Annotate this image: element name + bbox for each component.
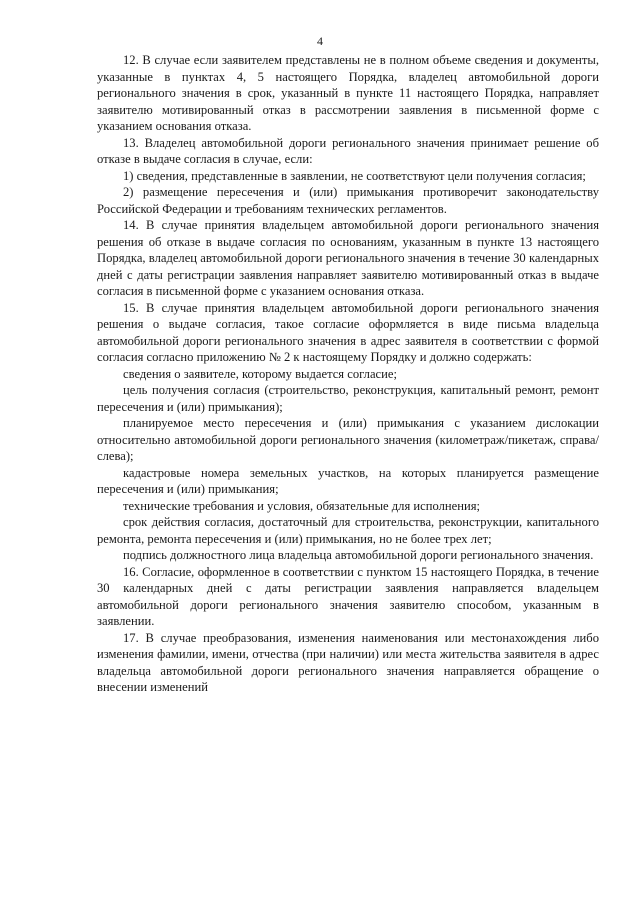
paragraph-15-item-requirements: технические требования и условия, обязательные для исполнения;	[123, 498, 480, 513]
paragraph-15-item-location: планируемое место пересечения и (или) примыкания с указанием дислокации относительно автомобильной дороги регионального значения (километраж/пикетаж, справа/слева);	[97, 416, 599, 463]
paragraph-14: 14. В случае принятия владельцем автомобильной дороги регионального значения решения об отказе в выдаче согласия по основаниям, указанным в пункте 13 настоящего Порядка, владелец автомобильной дороги регионального значения в течение 30 календарных дней с даты регистрации заявления направляет заявителю мотивированный отказ в выдаче согласия в письменной форме с указанием основания отказа.	[97, 218, 599, 298]
paragraph-13-item-1: 1) сведения, представленные в заявлении, не соответствуют цели получения согласия;	[123, 168, 586, 183]
paragraph-15-item-purpose: цель получения согласия (строительство, реконструкция, капитальный ремонт, ремонт пересечения и (или) примыкания);	[97, 383, 599, 414]
paragraph-15: 15. В случае принятия владельцем автомобильной дороги регионального значения решения о выдаче согласия, такое согласие оформляется в виде письма владельца автомобильной дороги регионального значения в адрес заявителя в соответствии с формой согласия согласно приложению № 2 к настоящему Порядку и должно содержать:	[97, 300, 599, 364]
document-body	[97, 52, 599, 696]
paragraph-13-item-2: 2) размещение пересечения и (или) примыкания противоречит законодательству Российской Федерации и требованиям технических регламентов.	[97, 185, 599, 216]
paragraph-15-item-term: срок действия согласия, достаточный для строительства, реконструкции, капитального ремонта, ремонта пересечения и (или) примыкания, но не более трех лет;	[97, 515, 599, 546]
paragraph-15-item-applicant: сведения о заявителе, которому выдается согласие;	[123, 366, 397, 381]
paragraph-17: 17. В случае преобразования, изменения наименования или местонахождения либо изменения фамилии, имени, отчества (при наличии) или места жительства заявителя в адрес владельца автомобильной дороги регионального значения направляется обращение о внесении изменений	[97, 630, 599, 694]
paragraph-13: 13. Владелец автомобильной дороги регионального значения принимает решение об отказе в выдаче согласия в случае, если:	[97, 135, 599, 166]
paragraph-15-item-cadastral: кадастровые номера земельных участков, на которых планируется размещение пересечения и (или) примыкания;	[97, 465, 599, 496]
paragraph-15-item-signature: подпись должностного лица владельца автомобильной дороги регионального значения.	[123, 548, 594, 562]
paragraph-16: 16. Согласие, оформленное в соответствии с пунктом 15 настоящего Порядка, в течение 30 календарных дней с даты регистрации заявления направляется владельцем автомобильной дороги регионального значения заявителю способом, указанным в заявлении.	[97, 564, 599, 628]
page-number: 4	[317, 34, 323, 48]
paragraph-12: 12. В случае если заявителем представлены не в полном объеме сведения и документы, указанные в пунктах 4, 5 настоящего Порядка, владелец автомобильной дороги регионального значения в срок, указанный в пункте 11 настоящего Порядка, направляет заявителю мотивированный отказ в рассмотрении заявления в письменной форме с указанием основания отказа.	[97, 53, 599, 133]
